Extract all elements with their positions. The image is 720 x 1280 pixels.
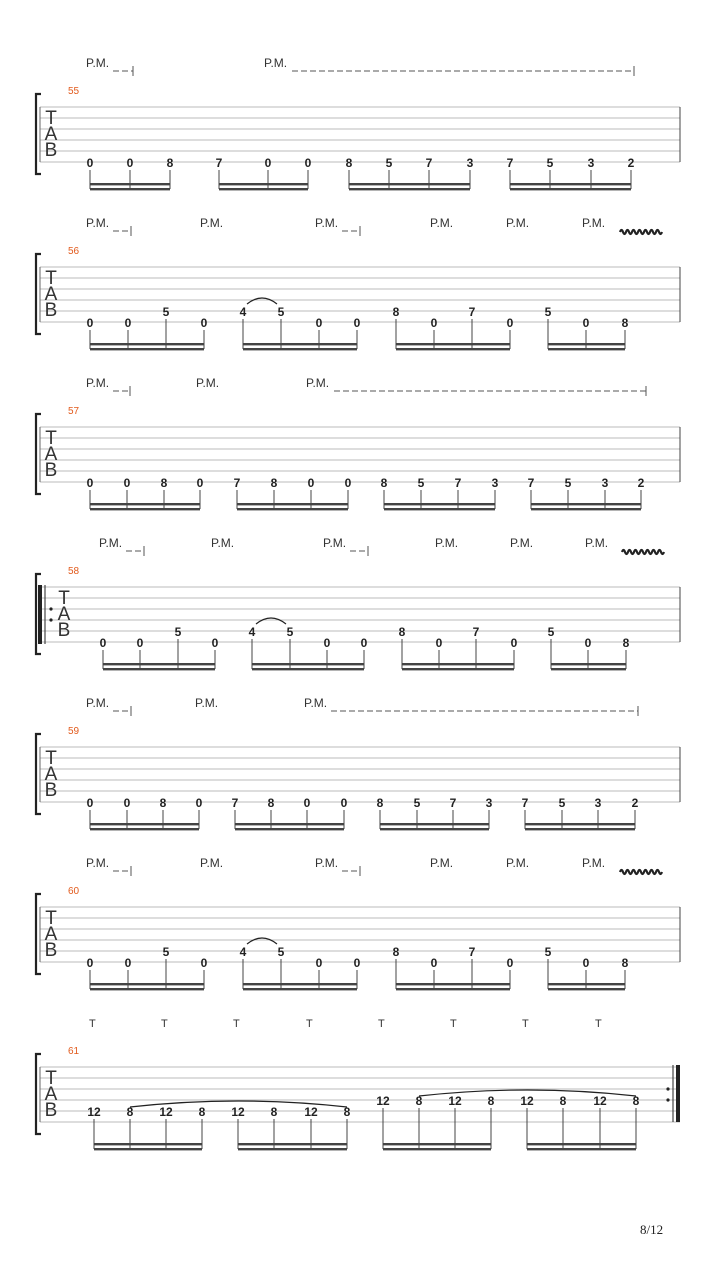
fret-number: 0 (86, 156, 94, 170)
tab-clef-letter: A (44, 1084, 58, 1105)
fret-number: 5 (385, 156, 393, 170)
beam (252, 663, 364, 665)
beam (384, 503, 495, 505)
fret-number: 12 (376, 1094, 390, 1108)
palm-mute-label: P.M. (582, 856, 606, 870)
fret-number: 0 (584, 636, 592, 650)
bar-number: 59 (68, 726, 80, 737)
tapping-marker: T (595, 1018, 602, 1030)
fret-number: 8 (487, 1094, 495, 1108)
fret-number: 4 (239, 945, 247, 959)
fret-number: 0 (86, 956, 94, 970)
beam (380, 823, 489, 825)
beam (380, 828, 489, 830)
beam (548, 343, 625, 345)
tab-clef-letter: A (57, 604, 71, 625)
fret-number: 5 (277, 305, 285, 319)
repeat-dot (666, 1098, 669, 1101)
tab-clef-letter: B (44, 300, 58, 321)
palm-mute-label: P.M. (435, 536, 459, 550)
fret-number: 3 (491, 476, 499, 490)
beam (90, 503, 200, 505)
vibrato-wave (620, 870, 662, 874)
palm-mute-label: P.M. (99, 536, 123, 550)
tapping-marker: T (233, 1018, 240, 1030)
tab-system-56 (36, 216, 680, 350)
fret-number: 7 (425, 156, 433, 170)
tab-system-60 (36, 856, 680, 990)
beam (243, 343, 357, 345)
beam (90, 828, 199, 830)
palm-mute-label: P.M. (315, 216, 339, 230)
beam (384, 508, 495, 510)
tapping-marker: T (306, 1018, 313, 1030)
fret-number: 0 (430, 956, 438, 970)
beam (402, 663, 514, 665)
fret-number: 5 (558, 796, 566, 810)
fret-number: 8 (345, 156, 353, 170)
fret-number: 0 (435, 636, 443, 650)
fret-number: 7 (468, 945, 476, 959)
beam (243, 988, 357, 990)
tapping-marker: T (522, 1018, 529, 1030)
fret-number: 5 (162, 305, 170, 319)
slur (256, 618, 286, 624)
bar-number: 58 (68, 566, 80, 577)
fret-number: 8 (622, 636, 630, 650)
fret-number: 5 (286, 625, 294, 639)
fret-number: 0 (86, 316, 94, 330)
fret-number: 7 (472, 625, 480, 639)
fret-number: 0 (353, 316, 361, 330)
fret-number: 0 (323, 636, 331, 650)
repeat-dot (49, 607, 52, 610)
beam (551, 663, 626, 665)
fret-number: 3 (485, 796, 493, 810)
fret-number: 7 (468, 305, 476, 319)
fret-number: 0 (136, 636, 144, 650)
fret-number: 0 (195, 796, 203, 810)
fret-number: 7 (449, 796, 457, 810)
beam (90, 508, 200, 510)
beam (94, 1143, 202, 1145)
beam (90, 183, 170, 185)
tab-clef-letter: B (44, 1100, 58, 1121)
fret-number: 0 (506, 956, 514, 970)
fret-number: 8 (392, 945, 400, 959)
tab-clef-letter: A (44, 284, 58, 305)
beam (90, 188, 170, 190)
beam (252, 668, 364, 670)
beam (531, 508, 641, 510)
vibrato-wave (620, 230, 662, 234)
bar-number: 60 (68, 886, 80, 897)
fret-number: 12 (593, 1094, 607, 1108)
fret-number: 2 (627, 156, 635, 170)
fret-number: 0 (303, 796, 311, 810)
beam (531, 503, 641, 505)
tab-clef-letter: B (57, 620, 71, 641)
page-number: 8/12 (640, 1222, 664, 1237)
fret-number: 0 (200, 316, 208, 330)
palm-mute-label: P.M. (430, 216, 454, 230)
beam (510, 188, 631, 190)
fret-number: 5 (546, 156, 554, 170)
beam (548, 348, 625, 350)
beam (243, 983, 357, 985)
fret-number: 0 (510, 636, 518, 650)
fret-number: 0 (99, 636, 107, 650)
fret-number: 8 (632, 1094, 640, 1108)
fret-number: 8 (380, 476, 388, 490)
slur (247, 938, 277, 944)
fret-number: 7 (521, 796, 529, 810)
fret-number: 2 (637, 476, 645, 490)
fret-number: 0 (124, 316, 132, 330)
fret-number: 12 (520, 1094, 534, 1108)
beam (94, 1148, 202, 1150)
palm-mute-label: P.M. (196, 376, 220, 390)
fret-number: 3 (594, 796, 602, 810)
fret-number: 5 (544, 945, 552, 959)
fret-number: 0 (123, 476, 131, 490)
fret-number: 3 (466, 156, 474, 170)
bar-number: 55 (68, 86, 80, 97)
tab-system-59 (36, 696, 680, 830)
vibrato-wave (622, 550, 664, 554)
beam (103, 663, 215, 665)
palm-mute-label: P.M. (211, 536, 235, 550)
beam (510, 183, 631, 185)
tab-clef-letter: A (44, 124, 58, 145)
fret-number: 4 (248, 625, 256, 639)
beam (238, 1143, 347, 1145)
fret-number: 8 (160, 476, 168, 490)
slur (247, 298, 277, 304)
fret-number: 3 (601, 476, 609, 490)
fret-number: 0 (200, 956, 208, 970)
fret-number: 8 (159, 796, 167, 810)
palm-mute-label: P.M. (323, 536, 347, 550)
fret-number: 5 (277, 945, 285, 959)
fret-number: 8 (270, 476, 278, 490)
beam (548, 988, 625, 990)
beam (90, 988, 204, 990)
tab-clef-letter: T (45, 268, 57, 289)
beam (219, 188, 308, 190)
fret-number: 0 (196, 476, 204, 490)
beam (90, 983, 204, 985)
beam (235, 823, 344, 825)
tab-system-61 (36, 1018, 680, 1150)
fret-number: 0 (123, 796, 131, 810)
tab-clef-letter: T (45, 908, 57, 929)
fret-number: 0 (582, 956, 590, 970)
tab-clef-letter: A (44, 444, 58, 465)
fret-number: 8 (126, 1105, 134, 1119)
tab-clef-letter: A (44, 924, 58, 945)
fret-number: 5 (544, 305, 552, 319)
fret-number: 4 (239, 305, 247, 319)
beam (238, 1148, 347, 1150)
tab-clef-letter: B (44, 140, 58, 161)
tab-clef-letter: T (45, 428, 57, 449)
fret-number: 0 (582, 316, 590, 330)
tab-clef-letter: T (45, 108, 57, 129)
palm-mute-label: P.M. (506, 216, 530, 230)
beam (525, 823, 635, 825)
palm-mute-label: P.M. (200, 216, 224, 230)
fret-number: 5 (413, 796, 421, 810)
palm-mute-label: P.M. (510, 536, 534, 550)
beam (103, 668, 215, 670)
beam (349, 183, 470, 185)
fret-number: 5 (162, 945, 170, 959)
beam (525, 828, 635, 830)
fret-number: 0 (506, 316, 514, 330)
palm-mute-label: P.M. (582, 216, 606, 230)
fret-number: 8 (270, 1105, 278, 1119)
palm-mute-label: P.M. (86, 856, 110, 870)
repeat-end-thick-barline (676, 1065, 680, 1122)
fret-number: 7 (506, 156, 514, 170)
fret-number: 8 (267, 796, 275, 810)
tab-system-57 (36, 376, 680, 510)
beam (90, 823, 199, 825)
fret-number: 0 (360, 636, 368, 650)
beam (349, 188, 470, 190)
fret-number: 8 (559, 1094, 567, 1108)
tab-clef-letter: B (44, 940, 58, 961)
fret-number: 12 (159, 1105, 173, 1119)
bar-number: 57 (68, 406, 80, 417)
tab-system-58 (36, 536, 680, 670)
fret-number: 3 (587, 156, 595, 170)
tab-clef-letter: T (45, 1068, 57, 1089)
beam (396, 988, 510, 990)
fret-number: 7 (215, 156, 223, 170)
palm-mute-label: P.M. (585, 536, 609, 550)
palm-mute-label: P.M. (304, 696, 328, 710)
tapping-marker: T (450, 1018, 457, 1030)
fret-number: 0 (86, 796, 94, 810)
fret-number: 0 (315, 316, 323, 330)
beam (396, 983, 510, 985)
fret-number: 7 (527, 476, 535, 490)
tab-clef-letter: T (58, 588, 70, 609)
fret-number: 5 (564, 476, 572, 490)
beam (527, 1143, 636, 1145)
fret-number: 0 (344, 476, 352, 490)
fret-number: 0 (430, 316, 438, 330)
fret-number: 5 (417, 476, 425, 490)
fret-number: 12 (87, 1105, 101, 1119)
fret-number: 0 (340, 796, 348, 810)
fret-number: 0 (264, 156, 272, 170)
fret-number: 8 (198, 1105, 206, 1119)
beam (219, 183, 308, 185)
beam (235, 828, 344, 830)
fret-number: 8 (392, 305, 400, 319)
repeat-dot (49, 618, 52, 621)
beam (237, 508, 348, 510)
beam (396, 343, 510, 345)
bar-number: 56 (68, 246, 80, 257)
fret-number: 0 (304, 156, 312, 170)
beam (237, 503, 348, 505)
repeat-dot (666, 1087, 669, 1090)
fret-number: 7 (231, 796, 239, 810)
fret-number: 8 (166, 156, 174, 170)
palm-mute-label: P.M. (315, 856, 339, 870)
fret-number: 8 (621, 316, 629, 330)
tab-clef-letter: B (44, 460, 58, 481)
palm-mute-label: P.M. (200, 856, 224, 870)
fret-number: 8 (376, 796, 384, 810)
repeat-start-thick-barline (38, 585, 42, 644)
beam (551, 668, 626, 670)
fret-number: 5 (547, 625, 555, 639)
fret-number: 12 (448, 1094, 462, 1108)
tapping-marker: T (161, 1018, 168, 1030)
fret-number: 8 (398, 625, 406, 639)
tab-clef-letter: B (44, 780, 58, 801)
beam (90, 348, 204, 350)
fret-number: 7 (233, 476, 241, 490)
palm-mute-label: P.M. (264, 56, 288, 70)
fret-number: 7 (454, 476, 462, 490)
beam (402, 668, 514, 670)
fret-number: 12 (304, 1105, 318, 1119)
beam (243, 348, 357, 350)
fret-number: 5 (174, 625, 182, 639)
fret-number: 0 (124, 956, 132, 970)
tab-clef-letter: T (45, 748, 57, 769)
tapping-marker: T (89, 1018, 96, 1030)
palm-mute-label: P.M. (86, 376, 110, 390)
fret-number: 8 (343, 1105, 351, 1119)
tapping-marker: T (378, 1018, 385, 1030)
beam (548, 983, 625, 985)
beam (383, 1143, 491, 1145)
beam (383, 1148, 491, 1150)
palm-mute-label: P.M. (86, 696, 110, 710)
beam (396, 348, 510, 350)
beam (527, 1148, 636, 1150)
fret-number: 2 (631, 796, 639, 810)
palm-mute-label: P.M. (86, 216, 110, 230)
fret-number: 12 (231, 1105, 245, 1119)
fret-number: 0 (353, 956, 361, 970)
palm-mute-label: P.M. (506, 856, 530, 870)
beam (90, 343, 204, 345)
palm-mute-label: P.M. (195, 696, 219, 710)
tab-clef-letter: A (44, 764, 58, 785)
fret-number: 0 (307, 476, 315, 490)
fret-number: 0 (211, 636, 219, 650)
fret-number: 8 (621, 956, 629, 970)
fret-number: 0 (86, 476, 94, 490)
palm-mute-label: P.M. (306, 376, 330, 390)
fret-number: 8 (415, 1094, 423, 1108)
fret-number: 0 (315, 956, 323, 970)
palm-mute-label: P.M. (430, 856, 454, 870)
bar-number: 61 (68, 1046, 80, 1057)
tab-system-55 (36, 56, 680, 190)
fret-number: 0 (126, 156, 134, 170)
palm-mute-label: P.M. (86, 56, 110, 70)
